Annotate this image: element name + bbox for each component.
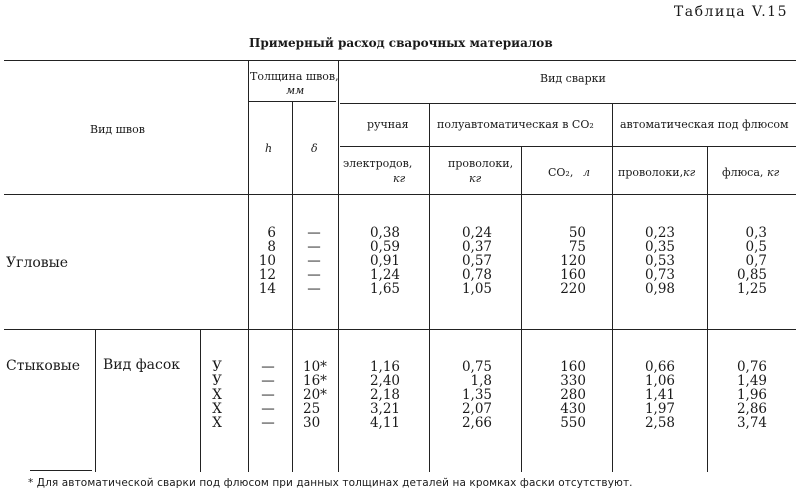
table-title: Примерный расход сварочных материалов (249, 36, 553, 50)
g2-flux: 0,76 1,49 1,96 2,86 3,74 (736, 359, 767, 431)
footnote: * Для автоматической сварки под флюсом при данных толщинах деталей на кромках фаски отсутствуют. (28, 477, 633, 489)
header-delta: δ (311, 142, 318, 155)
g2-wire1: 0,75 1,8 1,35 2,07 2,66 (461, 359, 492, 431)
vline-3 (338, 60, 339, 472)
rule-welding-sub (340, 103, 796, 104)
g1-wire2: 0,23 0,35 0,53 0,73 0,98 (644, 225, 675, 297)
group-butt-label: Стыковые (6, 358, 81, 374)
header-seam-type: Вид швов (90, 123, 145, 136)
header-co2: CO₂, (548, 166, 574, 179)
header-h: h (265, 142, 273, 155)
g2-bevel: У У Х Х Х (212, 359, 222, 431)
vline-2 (292, 101, 293, 472)
header-semi-auto: полуавтоматическая в CO₂ (437, 118, 594, 131)
header-thickness-unit: мм (286, 84, 305, 97)
header-flux-unit: кг (767, 166, 780, 179)
rule-footnote (30, 470, 92, 471)
vline-1 (248, 60, 249, 472)
vline-7 (707, 146, 708, 472)
vline-6 (612, 103, 613, 472)
g1-h: 6 8 10 12 14 (258, 225, 276, 297)
bevel-type-label: Вид фасок (103, 357, 181, 373)
header-wire2: проволоки, (618, 166, 684, 179)
g1-wire1: 0,24 0,37 0,57 0,78 1,05 (461, 225, 492, 297)
header-manual: ручная (367, 118, 409, 131)
header-auto: автоматическая под флюсом (620, 118, 789, 131)
rule-welding-sub2 (340, 146, 796, 147)
header-flux: флюса, (722, 166, 764, 179)
header-welding-type: Вид сварки (540, 72, 606, 85)
rule-header-bottom (4, 194, 796, 195)
g1-electrodes: 0,38 0,59 0,91 1,24 1,65 (369, 225, 400, 297)
vline-bevel-left (95, 329, 96, 472)
header-electrodes-unit: кг (393, 172, 406, 185)
table-label: Таблица V.15 (673, 4, 788, 20)
vline-4 (429, 103, 430, 472)
g2-delta: 10* 16* 20* 25 30 (303, 359, 327, 431)
vline-bevel-right (200, 329, 201, 472)
g2-h: — — — — — (261, 359, 275, 431)
header-electrodes: электродов, (343, 157, 413, 170)
header-co2-unit: л (583, 166, 591, 179)
rule-top (4, 60, 796, 61)
g1-delta: — — — — — (307, 225, 321, 297)
g2-wire2: 0,66 1,06 1,41 1,97 2,58 (644, 359, 675, 431)
rule-group-divider (4, 329, 796, 330)
g2-electrodes: 1,16 2,40 2,18 3,21 4,11 (369, 359, 400, 431)
g1-flux: 0,3 0,5 0,7 0,85 1,25 (736, 225, 767, 297)
vline-5 (521, 146, 522, 472)
g1-co2: 50 75 120 160 220 (560, 225, 586, 297)
group-fillet-label: Угловые (6, 255, 69, 271)
header-wire1: проволоки, (448, 157, 514, 170)
header-wire2-unit: кг (683, 166, 696, 179)
g2-co2: 160 330 280 430 550 (560, 359, 586, 431)
header-wire1-unit: кг (469, 172, 482, 185)
header-thickness: Толщина швов, (250, 70, 339, 83)
